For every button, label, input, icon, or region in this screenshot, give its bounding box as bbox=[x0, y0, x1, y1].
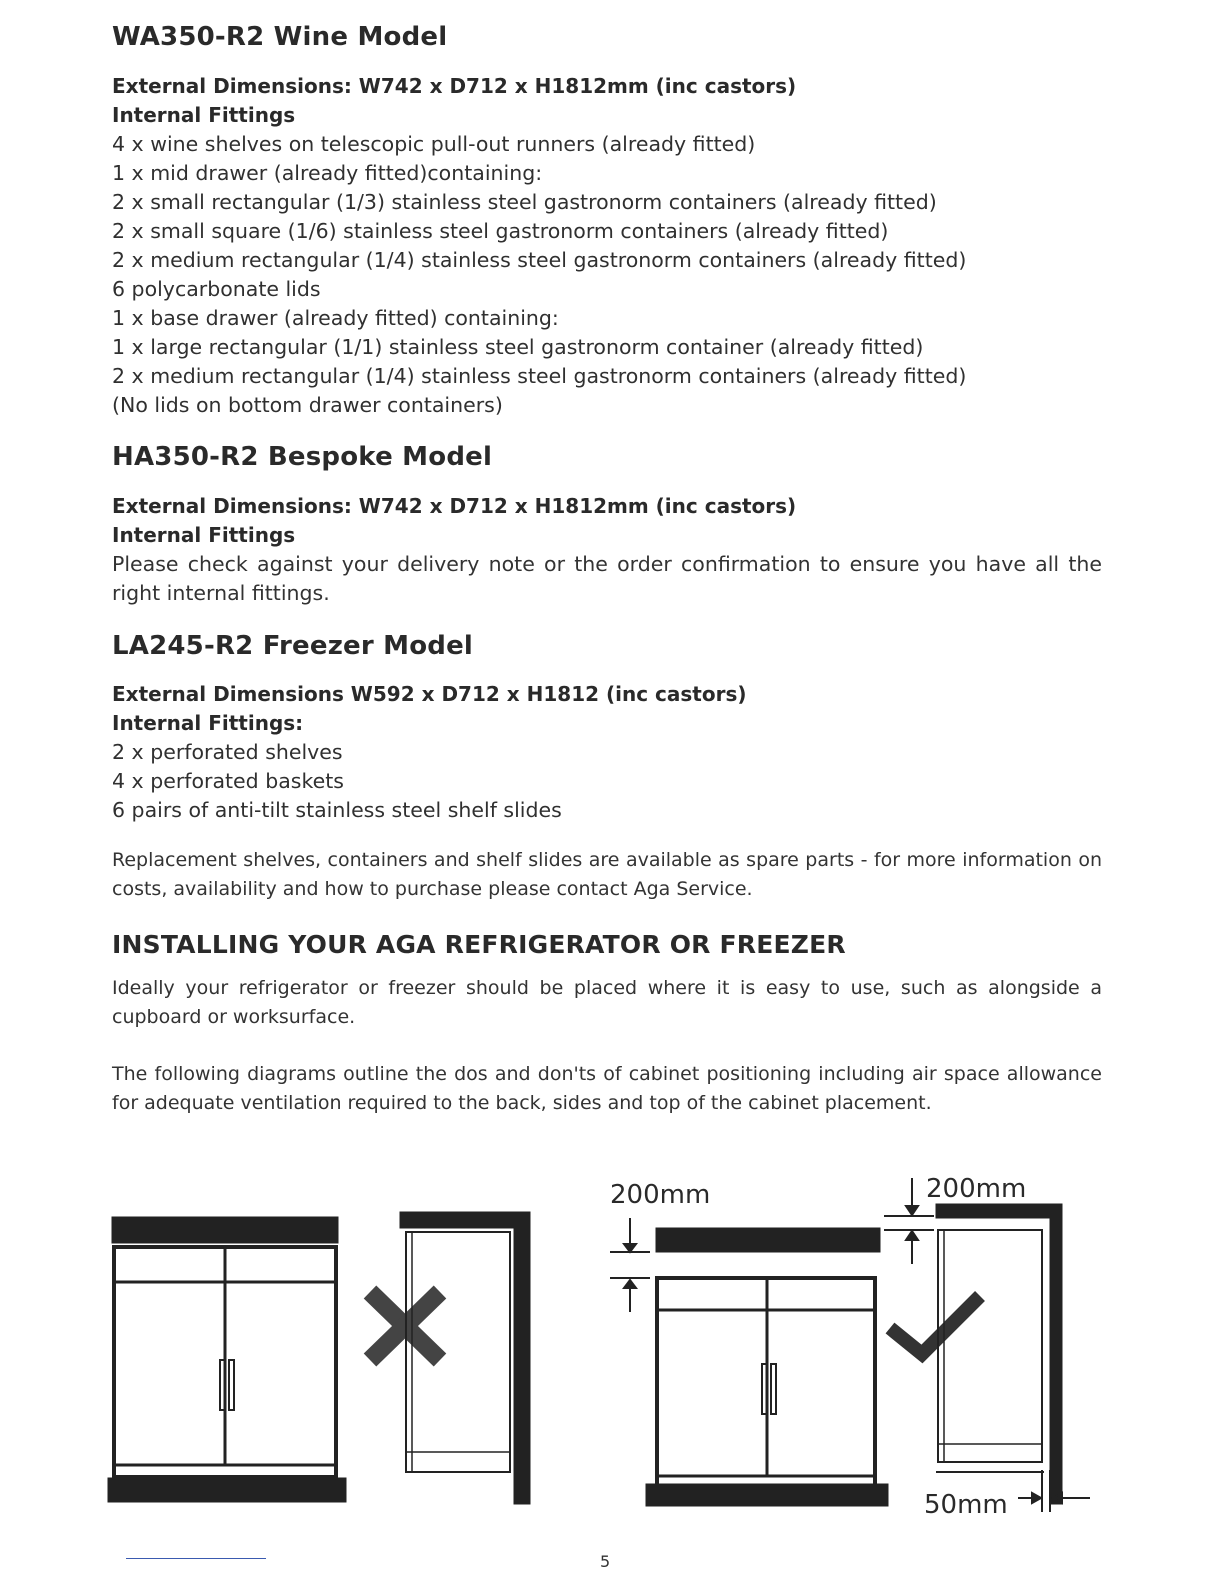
section-ha350 bbox=[112, 442, 1102, 472]
installing-para2: The following diagrams outline the dos and don'ts of cabinet positioning including air space allowance for adequate ventilation required to the back, sides and top of the cabinet placement. bbox=[112, 1063, 1102, 1114]
correct-front-view bbox=[646, 1228, 888, 1506]
rear-gap-label: 50mm bbox=[924, 1490, 1008, 1520]
correct-side-view bbox=[936, 1204, 1062, 1504]
fittings-heading: Internal Fittings bbox=[112, 103, 296, 127]
external-dimensions: External Dimensions W592 x D712 x H1812 (inc castors) bbox=[112, 682, 747, 706]
list-item: 1 x base drawer (already fitted) containing: bbox=[112, 306, 559, 330]
positioning-diagrams bbox=[100, 1160, 1110, 1560]
footer-rule bbox=[126, 1558, 266, 1559]
section-la245 bbox=[112, 631, 1102, 661]
replacement-note: Replacement shelves, containers and shelf slides are available as spare parts - for more information on costs, availability and how to purchase please contact Aga Service. bbox=[112, 849, 1102, 900]
list-item: 6 pairs of anti-tilt stainless steel shelf slides bbox=[112, 798, 562, 822]
section-ha350-body bbox=[112, 492, 1102, 608]
top-gap-label: 200mm bbox=[610, 1180, 711, 1210]
installing-para1-block bbox=[112, 974, 1102, 1032]
list-item: 4 x perforated baskets bbox=[112, 769, 344, 793]
side-top-gap-label: 200mm bbox=[926, 1174, 1027, 1204]
tick-mark-icon bbox=[890, 1296, 980, 1354]
section-wa350-body bbox=[112, 72, 1102, 420]
incorrect-front-view bbox=[108, 1217, 346, 1502]
section-title: WA350-R2 Wine Model bbox=[112, 22, 448, 52]
list-item: (No lids on bottom drawer containers) bbox=[112, 393, 503, 417]
external-dimensions: External Dimensions: W742 x D712 x H1812mm (inc castors) bbox=[112, 494, 797, 518]
incorrect-side-view bbox=[400, 1212, 530, 1504]
list-item: 1 x large rectangular (1/1) stainless steel gastronorm container (already fitted) bbox=[112, 335, 924, 359]
installing-para2-block bbox=[112, 1060, 1102, 1118]
installing-title: INSTALLING YOUR AGA REFRIGERATOR OR FREEZER bbox=[112, 930, 846, 959]
list-item: 1 x mid drawer (already fitted)containing: bbox=[112, 161, 543, 185]
fittings-heading: Internal Fittings: bbox=[112, 711, 304, 735]
list-item: 2 x medium rectangular (1/4) stainless steel gastronorm containers (already fitted) bbox=[112, 364, 967, 388]
list-item: 2 x small rectangular (1/3) stainless steel gastronorm containers (already fitted) bbox=[112, 190, 937, 214]
installing-section bbox=[112, 930, 1102, 959]
replacement-note-block bbox=[112, 846, 1102, 904]
list-item: 2 x small square (1/6) stainless steel gastronorm containers (already fitted) bbox=[112, 219, 889, 243]
section-title: HA350-R2 Bespoke Model bbox=[112, 442, 493, 472]
list-item: 6 polycarbonate lids bbox=[112, 277, 321, 301]
top-gap-indicator bbox=[610, 1218, 650, 1312]
list-item: 2 x medium rectangular (1/4) stainless steel gastronorm containers (already fitted) bbox=[112, 248, 967, 272]
section-wa350 bbox=[112, 22, 1102, 52]
fittings-note: Please check against your delivery note or the order confirmation to ensure you have all the right internal fittings. bbox=[112, 552, 1102, 605]
installing-para1: Ideally your refrigerator or freezer should be placed where it is easy to use, such as alongside a cupboard or worksurface. bbox=[112, 977, 1102, 1028]
list-item: 4 x wine shelves on telescopic pull-out runners (already fitted) bbox=[112, 132, 756, 156]
section-la245-body bbox=[112, 680, 1102, 825]
section-title: LA245-R2 Freezer Model bbox=[112, 631, 474, 661]
page-number: 5 bbox=[600, 1552, 611, 1571]
fittings-heading: Internal Fittings bbox=[112, 523, 296, 547]
external-dimensions: External Dimensions: W742 x D712 x H1812mm (inc castors) bbox=[112, 74, 797, 98]
list-item: 2 x perforated shelves bbox=[112, 740, 343, 764]
